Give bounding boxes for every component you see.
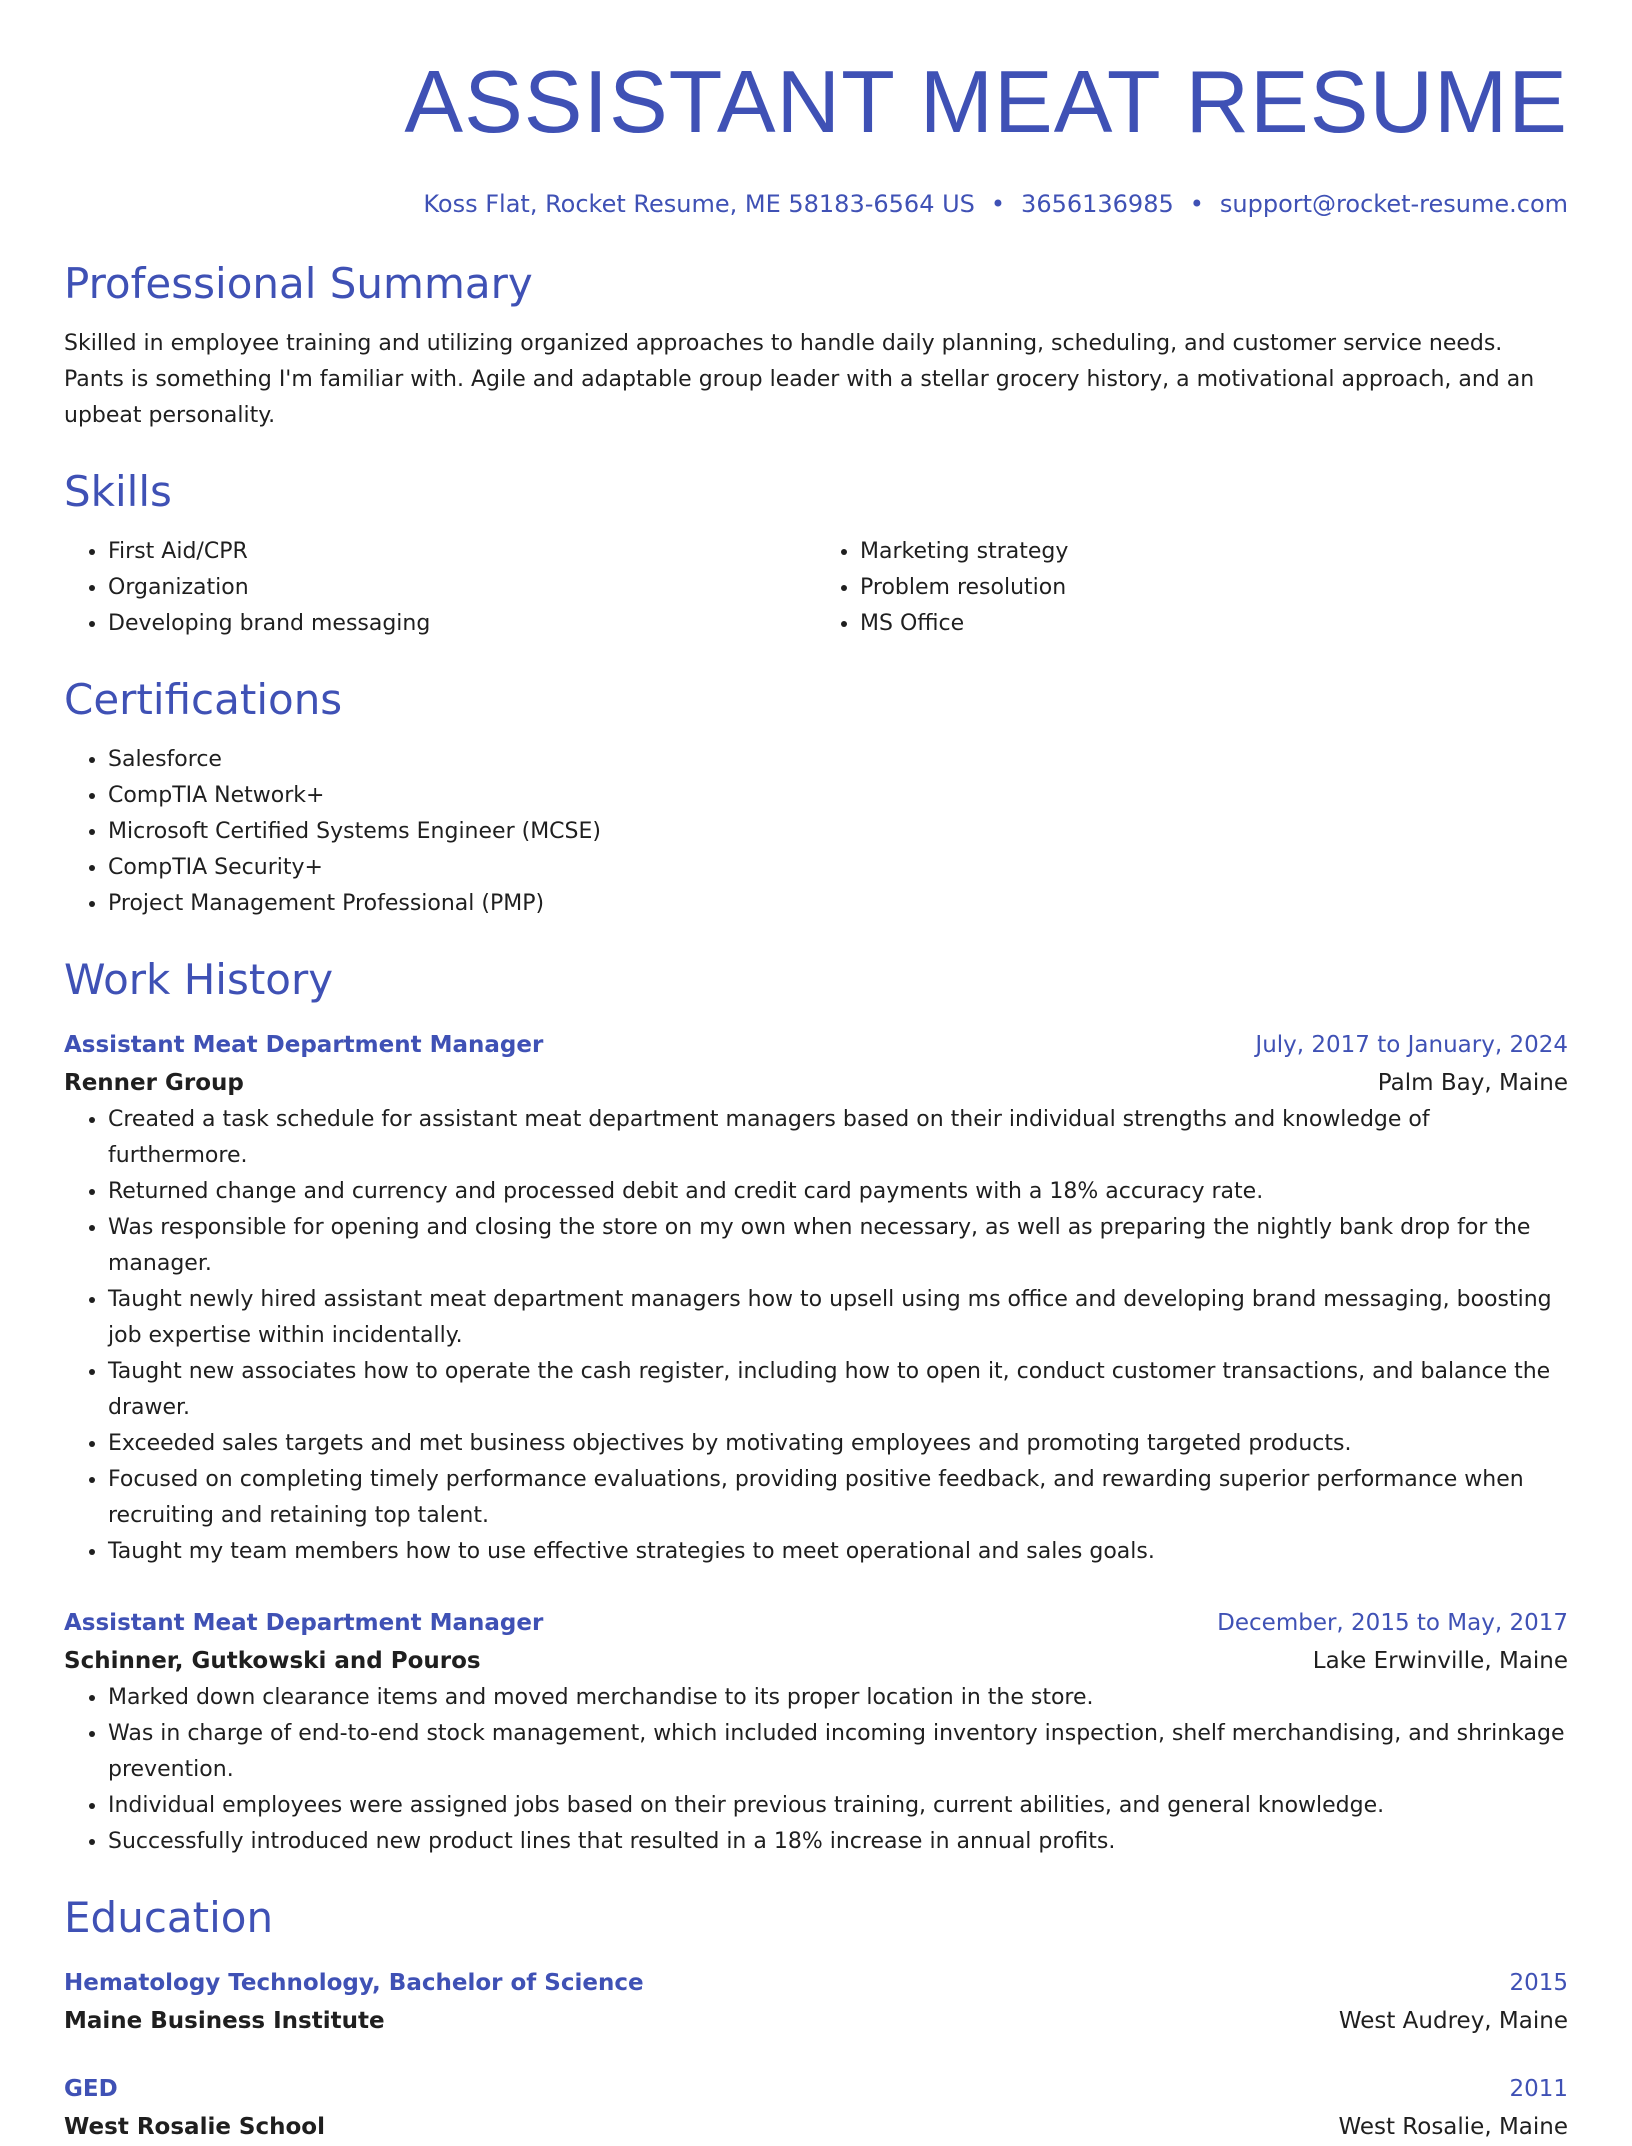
contact-separator: • xyxy=(1189,190,1204,218)
skill-item: • Problem resolution xyxy=(860,570,1568,606)
job-bullets xyxy=(64,1102,1568,1570)
education-school: Maine Business Institute xyxy=(64,2008,385,2034)
job-bullet: • Exceeded sales targets and met business objectives by motivating employees and promoting targeted products. xyxy=(108,1426,1568,1462)
job-company: Schinner, Gutkowski and Pouros xyxy=(64,1648,481,1674)
certifications-list xyxy=(64,742,1568,922)
contact-address: Koss Flat, Rocket Resume, ME 58183-6564 US xyxy=(423,190,975,218)
work-history-title: Work History xyxy=(64,955,334,1004)
education-school-row xyxy=(64,2002,1568,2040)
work-history-section xyxy=(64,954,1568,1860)
job-bullet: • Individual employees were assigned jobs based on their previous training, current abilities, and general knowledge. xyxy=(108,1788,1568,1824)
certification-item: • Project Management Professional (PMP) xyxy=(108,886,1568,922)
education-entry xyxy=(64,1964,1568,2040)
education-year: 2011 xyxy=(1509,2076,1568,2102)
job-title: Assistant Meat Department Manager xyxy=(64,1032,544,1058)
education-location: West Rosalie, Maine xyxy=(1338,2114,1568,2140)
job-company: Renner Group xyxy=(64,1070,244,1096)
skills-grid xyxy=(64,534,1568,642)
job-bullet: • Taught my team members how to use effective strategies to meet operational and sales goals. xyxy=(108,1534,1568,1570)
job-entry xyxy=(64,1026,1568,1570)
job-bullet: • Focused on completing timely performance evaluations, providing positive feedback, and rewarding superior performance when recruiting and retaining top talent. xyxy=(108,1462,1568,1534)
skills-right-list xyxy=(816,534,1568,642)
education-school: West Rosalie School xyxy=(64,2114,325,2140)
certification-item: • CompTIA Security+ xyxy=(108,850,1568,886)
summary-title: Professional Summary xyxy=(64,259,533,308)
job-location: Palm Bay, Maine xyxy=(1377,1070,1568,1096)
education-location: West Audrey, Maine xyxy=(1338,2008,1568,2034)
job-bullet: • Taught new associates how to operate the cash register, including how to open it, conduct customer transactions, and balance the drawer. xyxy=(108,1354,1568,1426)
job-dates: December, 2015 to May, 2017 xyxy=(1217,1610,1568,1636)
skills-left-list xyxy=(64,534,816,642)
certification-item: • Microsoft Certified Systems Engineer (MCSE) xyxy=(108,814,1568,850)
resume-name: ASSISTANT MEAT RESUME xyxy=(404,52,1568,151)
contact-phone: 3656136985 xyxy=(1021,190,1174,218)
job-bullet: • Was in charge of end-to-end stock management, which included incoming inventory inspection, shelf merchandising, and shrinkage prevention. xyxy=(108,1716,1568,1788)
job-bullet: • Created a task schedule for assistant meat department managers based on their individual strengths and knowledge of furthermore. xyxy=(108,1102,1568,1174)
skills-title: Skills xyxy=(64,467,172,516)
job-company-row xyxy=(64,1064,1568,1102)
job-header-row xyxy=(64,1026,1568,1064)
skill-item: • MS Office xyxy=(860,606,1568,642)
job-bullet: • Was responsible for opening and closing the store on my own when necessary, as well as preparing the nightly bank drop for the manager. xyxy=(108,1210,1568,1282)
certifications-section xyxy=(64,674,1568,922)
education-school-row xyxy=(64,2108,1568,2146)
education-degree: GED xyxy=(64,2076,118,2102)
summary-section xyxy=(64,258,1568,434)
education-section xyxy=(64,1892,1568,2146)
job-company-row xyxy=(64,1642,1568,1680)
certification-item: • CompTIA Network+ xyxy=(108,778,1568,814)
contact-separator: • xyxy=(990,190,1006,218)
education-header-row xyxy=(64,2070,1568,2108)
skill-item: • Marketing strategy xyxy=(860,534,1568,570)
job-bullet: • Marked down clearance items and moved merchandise to its proper location in the store. xyxy=(108,1680,1568,1716)
summary-text: Skilled in employee training and utilizing organized approaches to handle daily planning, scheduling, and customer service needs. Pants is something I'm familiar with. Agile and adaptable group leader with a stellar grocery history, a motivational approach, and an upbeat personality. xyxy=(64,331,1535,428)
certification-item: • Salesforce xyxy=(108,742,1568,778)
contact-email[interactable]: support@rocket-resume.com xyxy=(1219,190,1568,218)
resume-header xyxy=(64,52,1568,220)
job-bullet: • Taught newly hired assistant meat department managers how to upsell using ms office and developing brand messaging, boosting job expertise within incidentally. xyxy=(108,1282,1568,1354)
skill-item: • First Aid/CPR xyxy=(108,534,816,570)
certifications-title: Certifications xyxy=(64,675,343,724)
job-bullet: • Returned change and currency and processed debit and credit card payments with a 18% accuracy rate. xyxy=(108,1174,1568,1210)
education-entry xyxy=(64,2070,1568,2146)
job-dates: July, 2017 to January, 2024 xyxy=(1255,1032,1568,1058)
job-entry xyxy=(64,1604,1568,1860)
skill-item: • Developing brand messaging xyxy=(108,606,816,642)
job-bullets xyxy=(64,1680,1568,1860)
education-title: Education xyxy=(64,1893,274,1942)
job-title: Assistant Meat Department Manager xyxy=(64,1610,544,1636)
skills-section xyxy=(64,466,1568,642)
job-bullet: • Successfully introduced new product lines that resulted in a 18% increase in annual profits. xyxy=(108,1824,1568,1860)
skill-item: • Organization xyxy=(108,570,816,606)
education-header-row xyxy=(64,1964,1568,2002)
contact-line xyxy=(64,188,1568,220)
education-degree: Hematology Technology, Bachelor of Science xyxy=(64,1970,644,1996)
education-year: 2015 xyxy=(1509,1970,1568,1996)
job-location: Lake Erwinville, Maine xyxy=(1312,1648,1568,1674)
job-header-row xyxy=(64,1604,1568,1642)
